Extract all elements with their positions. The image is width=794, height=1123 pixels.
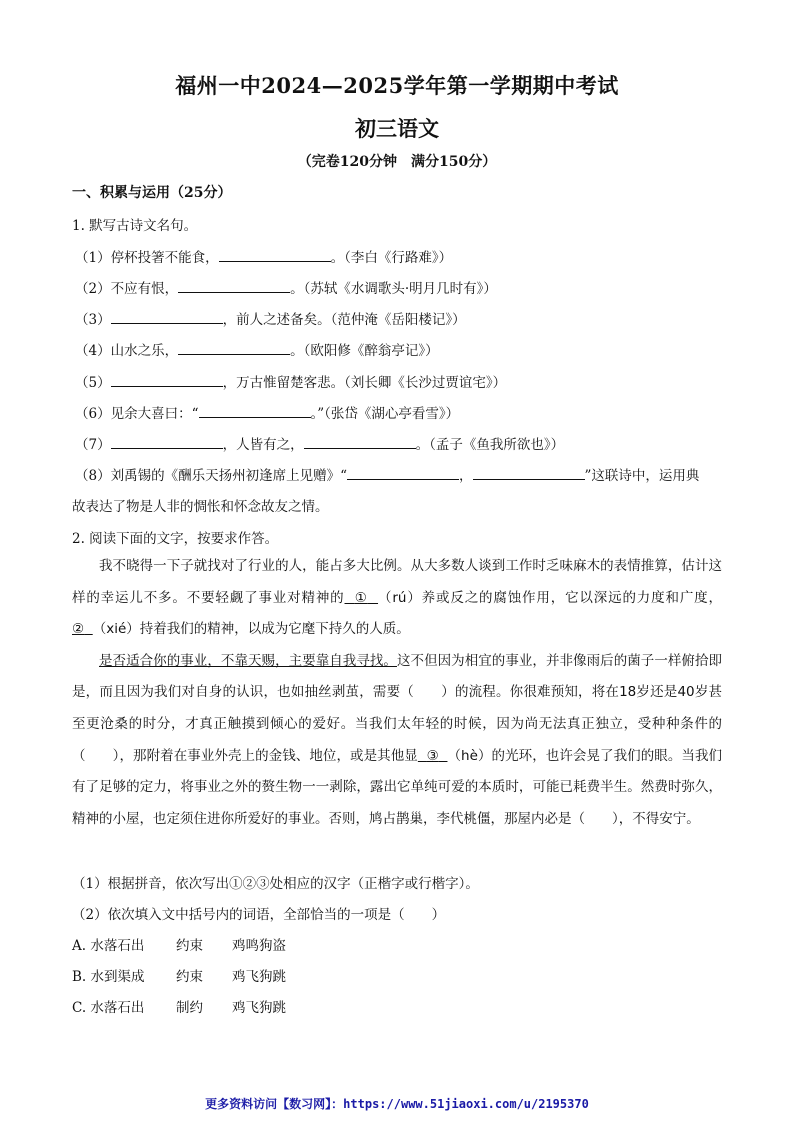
item-number: （8） — [75, 468, 111, 484]
passage-paragraph-1 — [72, 551, 722, 646]
question-1-item — [75, 308, 466, 328]
option-word: 鸡飞狗跳 — [232, 1000, 286, 1016]
option-word: 鸡鸣狗盗 — [232, 938, 286, 954]
answer-blank[interactable] — [178, 340, 290, 355]
answer-blank[interactable] — [111, 434, 223, 449]
footer-link[interactable]: 更多资料访问【数习网】：https://www.51jiaoxi.com/u/2195370 — [205, 1097, 589, 1111]
item-number: （7） — [75, 437, 111, 453]
reading-passage — [72, 551, 722, 835]
question-2-subquestion-1: （1）根据拼音，依次写出①②③处相应的汉字（正楷字或行楷字）。 — [72, 876, 479, 892]
question-1-prompt: 1. 默写古诗文名句。 — [72, 218, 198, 234]
mark-number: ③ — [426, 747, 439, 764]
item-number: （4） — [75, 343, 111, 359]
mark-number: ① — [354, 589, 368, 606]
item-post: 。（苏轼《水调歌头·明月几时有》） — [290, 281, 497, 297]
item-number: （3） — [75, 312, 111, 328]
pinyin-mark-2 — [72, 621, 93, 637]
passage-text: 我不晓得一下子就找对了行业的人，能占多大比例。从大多数人谈到工作时乏味麻木的表情推算，估计这样的幸运儿不多。不要轻觑了事业对精神的 — [72, 558, 722, 606]
item-pre: 不应有恨， — [110, 281, 179, 297]
underlined-sentence: 是否适合你的事业，不靠天赐，主要靠自我寻找。 — [99, 652, 397, 669]
option-label: C. 水落石出 — [72, 1000, 145, 1016]
option-label: B. 水到渠成 — [72, 969, 145, 985]
option-word: 约束 — [176, 938, 203, 954]
exam-subject: 初三语文 — [355, 116, 439, 141]
item-pre: 刘禹锡的《酬乐天扬州初逢席上见赠》“ — [110, 468, 347, 484]
item-post: ，万古惟留楚客悲。（刘长卿《长沙过贾谊宅》） — [222, 375, 507, 391]
passage-text: 这不但因为相宜的事业，并非像雨后的菌子一样俯拾即是，而且因为我们对自身的认识，也如抽丝剥茧，需要（ ）的流程。你很难预知，将在18岁还是40岁甚至更沧桑的时分，才真正触摸到倾心的爱好。当我们太年轻的时候，因为尚无法真正独立，受种种条件的（ ），那附着在事业外壳上的金钱、地位，或是其他显 — [72, 652, 723, 764]
question-1-item — [75, 433, 564, 453]
option-b[interactable] — [72, 965, 286, 985]
question-1-item — [75, 339, 439, 359]
section-heading: 一、积累与运用（25分） — [72, 185, 232, 201]
option-word: 制约 — [176, 1000, 203, 1016]
passage-paragraph-2 — [72, 646, 722, 836]
item-pre: 见余大喜曰：“ — [110, 406, 199, 422]
item-mid: ， — [459, 468, 473, 484]
item-pre: 山水之乐， — [110, 343, 179, 359]
answer-blank[interactable] — [111, 309, 223, 324]
item-pre: 停杯投箸不能食， — [110, 250, 219, 266]
item-number: （2） — [75, 281, 111, 297]
question-1-item — [75, 402, 459, 422]
question-1-item-continued: 故表达了物是人非的惆怅和怀念故友之情。 — [72, 499, 329, 515]
question-1-item — [75, 371, 506, 391]
answer-blank[interactable] — [347, 465, 459, 480]
question-2-subquestion-2: （2）依次填入文中括号内的词语，全部恰当的一项是（ ） — [72, 907, 446, 923]
option-word: 约束 — [176, 969, 203, 985]
passage-text: （xié）持着我们的精神，以成为它麾下持久的人质。 — [92, 621, 410, 638]
mark-number: ② — [72, 621, 85, 638]
answer-blank[interactable] — [219, 247, 331, 262]
item-number: （5） — [75, 375, 111, 391]
question-1-item — [75, 464, 699, 484]
item-mid: ，人皆有之， — [222, 437, 304, 453]
item-number: （1） — [75, 250, 111, 266]
question-1-item — [75, 246, 452, 266]
item-number: （6） — [75, 406, 111, 422]
option-a[interactable] — [72, 934, 286, 954]
option-c[interactable] — [72, 996, 286, 1016]
option-word: 鸡飞狗跳 — [232, 969, 286, 985]
item-post: 。（孟子《鱼我所欲也》） — [415, 437, 565, 453]
pinyin-mark-1 — [345, 590, 379, 606]
question-2-prompt: 2. 阅读下面的文字，按要求作答。 — [72, 531, 279, 547]
question-1-item — [75, 277, 497, 297]
option-label: A. 水落石出 — [72, 938, 145, 954]
exam-info: （完卷120分钟 满分150分） — [297, 154, 497, 170]
passage-text: （hè）的光环，也许会晃了我们的眼。当我们有了足够的定力，将事业之外的赘生物一一剥除，露出它单纯可爱的本质时，可能已耗费半生。然费时弥久，精神的小屋，也定须住进你所爱好的事业。否则，鸠占鹊巢，李代桃僵，那屋内必是（ ），不得安宁。 — [72, 747, 722, 827]
item-post: 。（李白《行路难》） — [330, 250, 453, 266]
item-post: 。”（张岱《湖心亭看雪》） — [310, 406, 460, 422]
answer-blank[interactable] — [178, 278, 290, 293]
answer-blank[interactable] — [304, 434, 416, 449]
item-post: ”这联诗中，运用典 — [584, 468, 700, 484]
item-post: ，前人之述备矣。（范仲淹《岳阳楼记》） — [222, 312, 466, 328]
answer-blank[interactable] — [111, 372, 223, 387]
exam-title: 福州一中2024—2025学年第一学期期中考试 — [175, 73, 619, 98]
passage-text: （rú）养或反之的腐蚀作用，它以深远的力度和广度， — [378, 589, 723, 606]
pinyin-mark-3 — [418, 748, 448, 764]
item-post: 。（欧阳修《醉翁亭记》） — [290, 343, 439, 359]
answer-blank[interactable] — [199, 403, 311, 418]
answer-blank[interactable] — [473, 465, 585, 480]
